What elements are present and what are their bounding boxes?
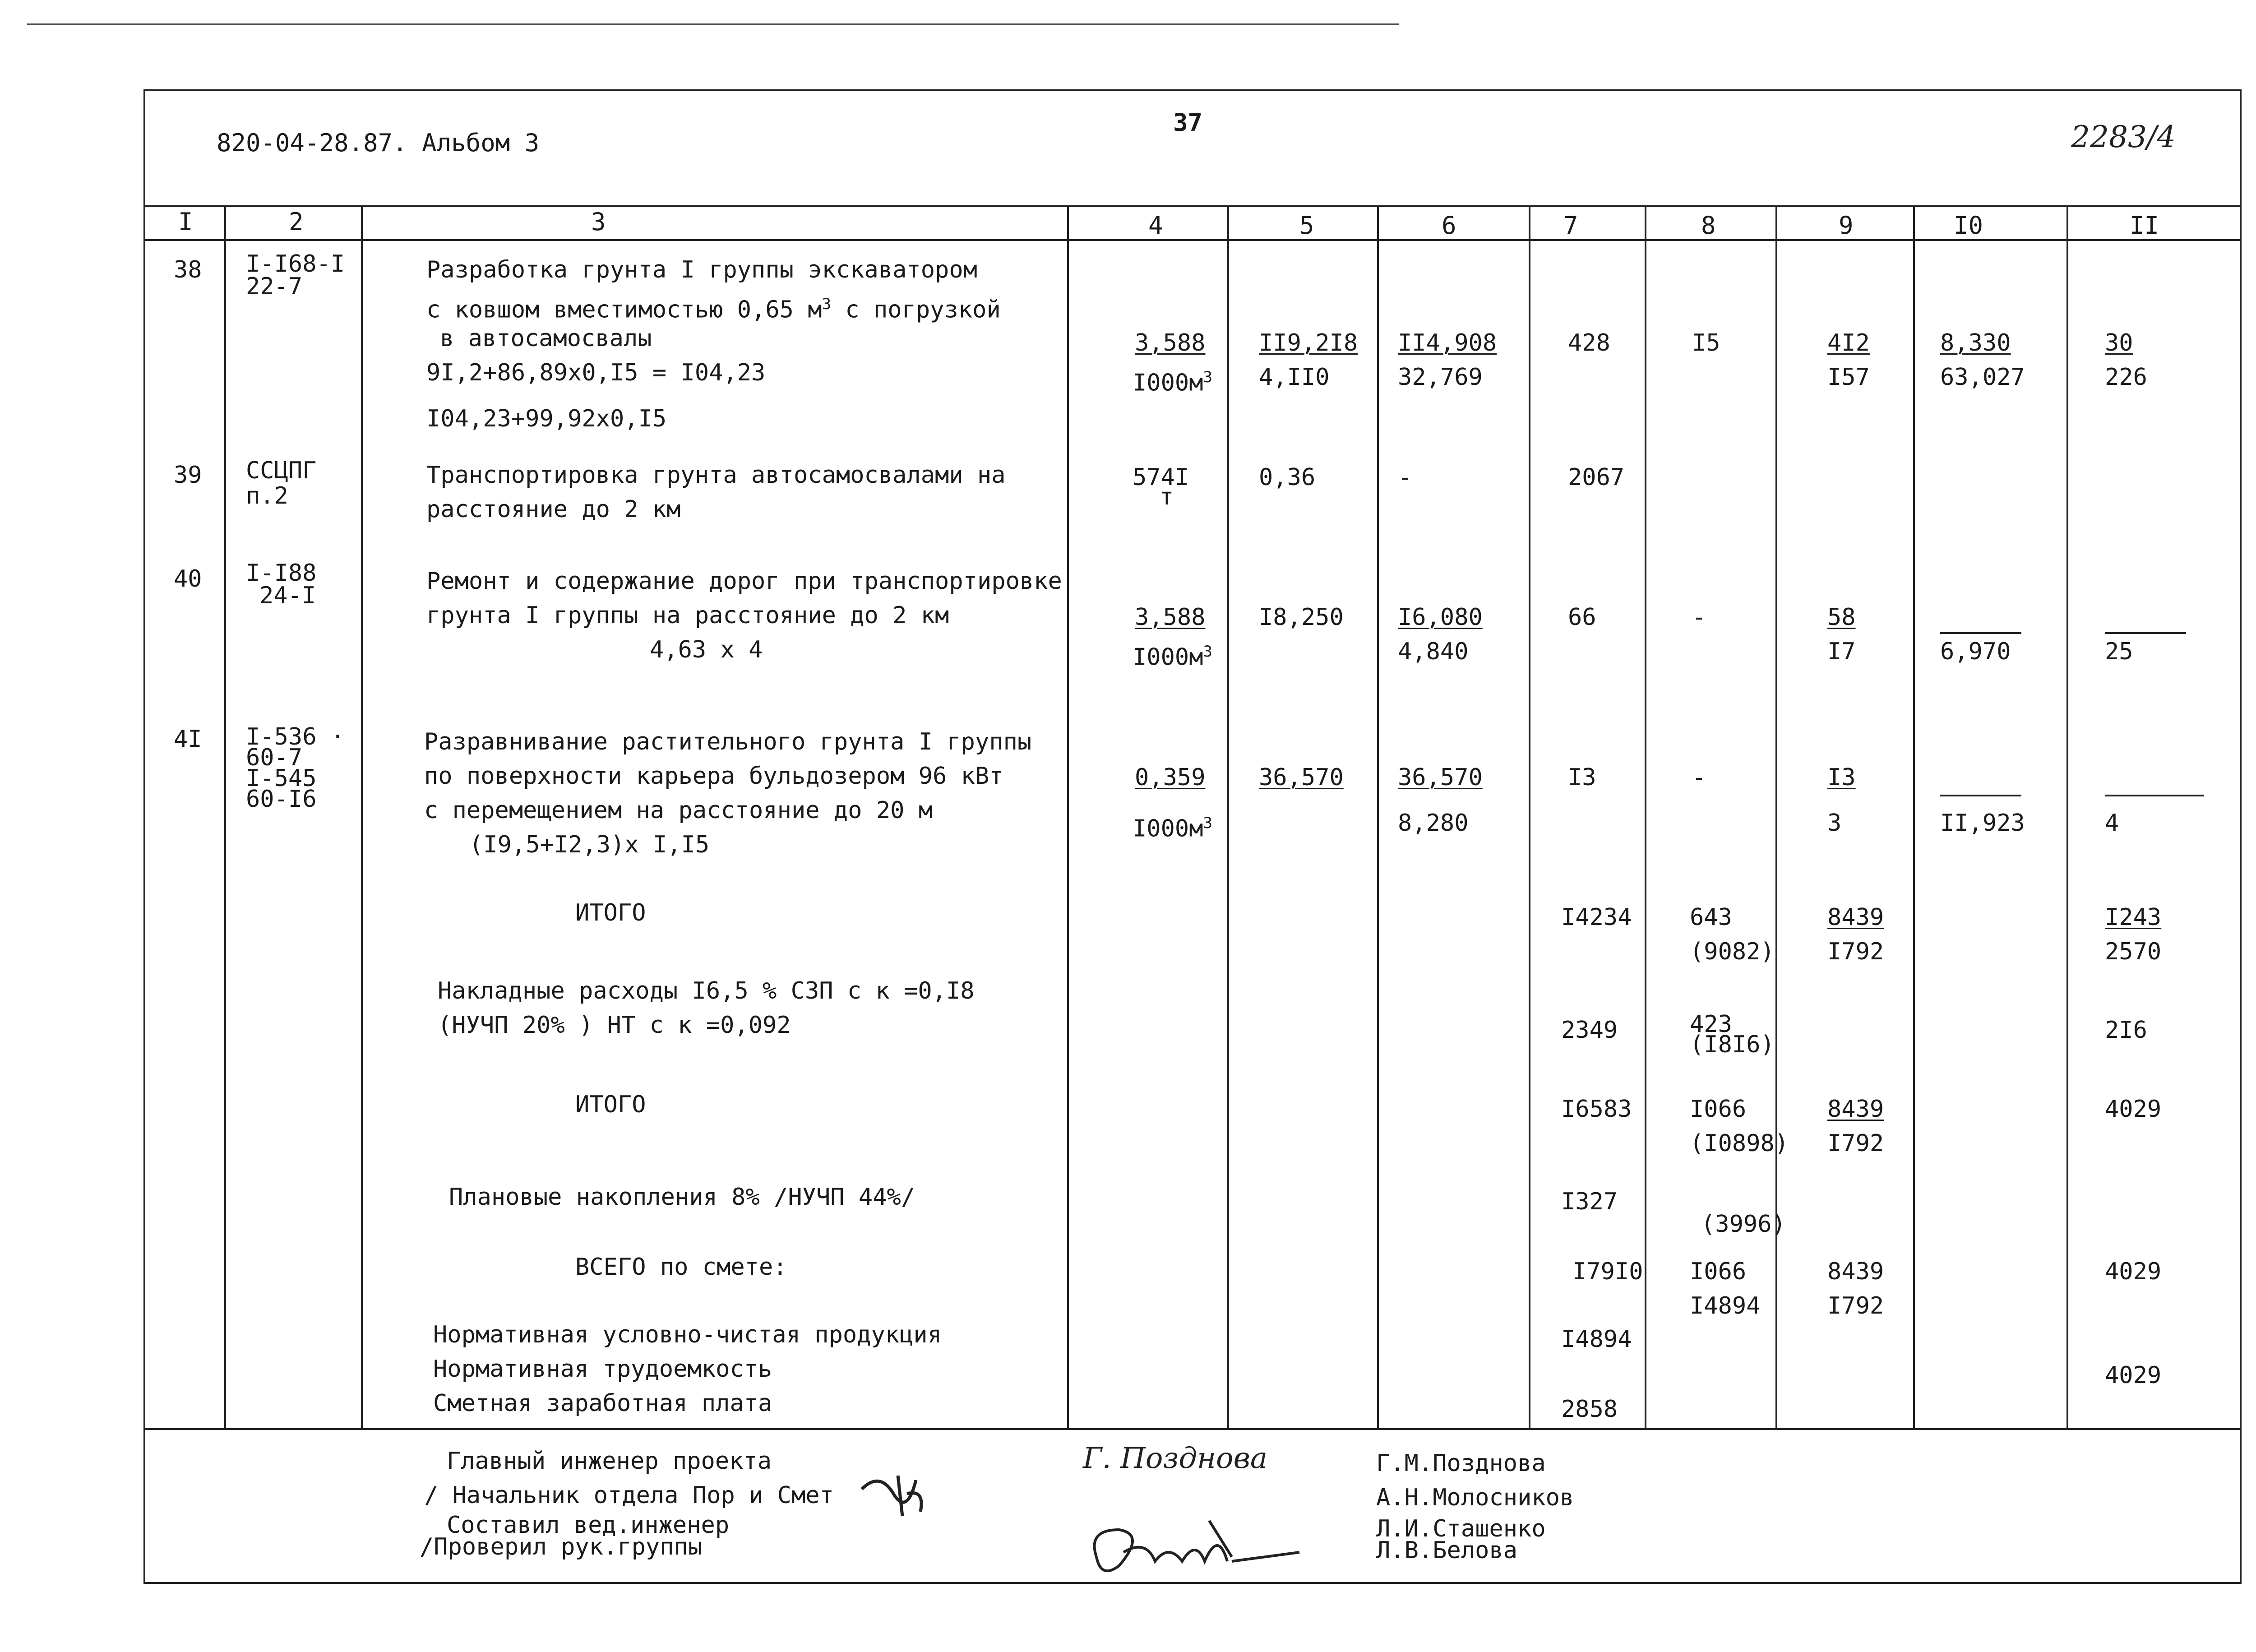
col-line-5 — [1377, 205, 1379, 1429]
colhead-line — [143, 239, 2242, 241]
col-line-7 — [1645, 205, 1646, 1429]
c9-value: 3 — [1827, 810, 1842, 837]
wage-c7: 2858 — [1561, 1396, 1618, 1423]
norm-code: ССЦПГ — [246, 457, 317, 484]
c10-value: 8,330 — [1940, 329, 2011, 356]
top-rule — [27, 23, 1399, 25]
itogo-c8: (9082) — [1690, 938, 1775, 965]
norm-code: I-I68-I — [246, 250, 345, 278]
c6-value: - — [1398, 464, 1412, 491]
c6-value: 36,570 — [1398, 764, 1483, 791]
vsego-c9: 8439 — [1827, 1258, 1884, 1285]
itogo-c9: I792 — [1827, 1130, 1884, 1157]
vsego-c9: I792 — [1827, 1292, 1884, 1319]
col-header: 9 — [1839, 211, 1854, 240]
overhead-c8: 423 — [1690, 1011, 1732, 1038]
role-compiled-by: Составил вед.инженер — [447, 1512, 730, 1539]
col-line-4 — [1227, 205, 1229, 1429]
itogo-c7: I6583 — [1561, 1096, 1632, 1123]
sheet-ref: 2283/4 — [2071, 120, 2176, 154]
col-header: 5 — [1299, 211, 1314, 240]
c4-unit: т — [1160, 483, 1174, 510]
col-line-3 — [1067, 205, 1069, 1429]
c4-unit: $I000м^3$ — [1133, 643, 1213, 671]
role-department-head: / Начальник отдела Пор и Смет — [424, 1482, 834, 1509]
col-header: 8 — [1701, 211, 1716, 240]
col-header: 3 — [591, 208, 606, 236]
norm-product-c7: I4894 — [1561, 1326, 1632, 1353]
col-line-2 — [361, 205, 363, 1429]
description: с перемещением на расстояние до 20 м — [424, 797, 933, 824]
c8-value: I5 — [1692, 329, 1720, 356]
overhead-label: (НУЧП 20% ) НТ с к =0,092 — [438, 1012, 791, 1039]
c4-value: 3,588 — [1135, 329, 1206, 356]
footer-line — [143, 1428, 2242, 1430]
itogo-label: ИТОГО — [575, 1091, 646, 1118]
norm-code: 60-I6 — [246, 786, 317, 813]
planned-c7: I327 — [1561, 1188, 1618, 1215]
norm-product-label: Нормативная условно-чистая продукция — [433, 1321, 942, 1348]
itogo-c9: I792 — [1827, 938, 1884, 965]
c11-value: 25 — [2105, 638, 2133, 665]
c11-value: 226 — [2105, 364, 2147, 391]
role-checked-by: /Проверил рук.группы — [420, 1533, 703, 1560]
norm-code: 24-I — [259, 582, 316, 609]
c4-unit: $I000м^3$ — [1133, 368, 1213, 397]
col-header: 4 — [1148, 211, 1163, 240]
c10-value: 6,970 — [1940, 638, 2011, 665]
overhead-c7: 2349 — [1561, 1017, 1618, 1044]
c11-dash — [2105, 790, 2204, 798]
row-number: 38 — [174, 256, 202, 283]
c4-value: 0,359 — [1135, 764, 1206, 791]
c6-value: I6,080 — [1398, 604, 1483, 631]
description: по поверхности карьера бульдозером 96 кВт — [424, 763, 1003, 790]
col-line-1 — [224, 205, 226, 1429]
signature-scribble — [853, 1462, 961, 1534]
c9-value: I3 — [1827, 764, 1856, 791]
col-header: I — [178, 208, 193, 236]
c10-dash — [1940, 790, 2021, 798]
c7-value: 2067 — [1568, 464, 1625, 491]
description: в автосамосвалы — [440, 325, 652, 352]
c9-value: 58 — [1827, 604, 1856, 631]
c4-unit: $I000м^3$ — [1133, 814, 1213, 842]
norm-labor-c11: 4029 — [2105, 1362, 2162, 1389]
c4-value: 3,588 — [1135, 604, 1206, 631]
col-header: I0 — [1954, 211, 1983, 240]
description: Ремонт и содержание дорог при транспортировке — [426, 568, 1062, 595]
overhead-label: Накладные расходы I6,5 % СЗП с к =0,I8 — [438, 977, 975, 1004]
itogo-label: ИТОГО — [575, 899, 646, 926]
col-line-8 — [1775, 205, 1777, 1429]
itogo-c11: 4029 — [2105, 1096, 2162, 1123]
c9-value: I57 — [1827, 364, 1870, 391]
doc-code: 820-04-28.87. Альбом 3 — [217, 129, 540, 157]
norm-code: I-I88 — [246, 560, 317, 587]
c6-value: 4,840 — [1398, 638, 1469, 665]
c4-value: 574I — [1133, 464, 1189, 491]
c7-value: 66 — [1568, 604, 1596, 631]
overhead-c8: (I8I6) — [1690, 1031, 1775, 1058]
col-line-10 — [2066, 205, 2068, 1429]
page-number: 37 — [1173, 108, 1203, 137]
col-header: 2 — [289, 208, 304, 236]
description: (I9,5+I2,3)x I,I5 — [469, 831, 710, 858]
c5-value: 0,36 — [1259, 464, 1316, 491]
itogo-c8: I066 — [1690, 1096, 1747, 1123]
vsego-c7: I79I0 — [1572, 1258, 1643, 1285]
c9-value: I7 — [1827, 638, 1856, 665]
name-belova: Л.В.Белова — [1376, 1537, 1518, 1564]
name-pozdnova: Г.М.Позднова — [1376, 1450, 1546, 1477]
c11-value: 4 — [2105, 810, 2119, 837]
name-molosnikov: А.Н.Молосников — [1376, 1484, 1574, 1511]
c7-value: I3 — [1568, 764, 1596, 791]
description: Транспортировка грунта автосамосвалами на — [426, 462, 1006, 489]
col-header: 6 — [1442, 211, 1456, 240]
c8-value: - — [1692, 764, 1706, 791]
itogo-c7: I4234 — [1561, 904, 1632, 931]
norm-code: I-536 · — [246, 723, 345, 750]
role-chief-engineer: Главный инженер проекта — [447, 1448, 772, 1475]
row-number: 39 — [174, 462, 202, 489]
row-number: 4I — [174, 726, 202, 753]
header-line — [143, 205, 2242, 207]
norm-code: I-545 — [246, 765, 317, 792]
c5-value: I8,250 — [1259, 604, 1344, 631]
vsego-c11: 4029 — [2105, 1258, 2162, 1285]
description: расстояние до 2 км — [426, 496, 681, 523]
description: I04,23+99,92x0,I5 — [426, 405, 667, 432]
c6-value: 8,280 — [1398, 810, 1469, 837]
c5-value: 4,II0 — [1259, 364, 1330, 391]
itogo-c8: 643 — [1690, 904, 1732, 931]
description: грунта I группы на расстояние до 2 км — [426, 602, 949, 629]
planned-c8: (3996) — [1701, 1211, 1786, 1238]
planned-label: Плановые накопления 8% /НУЧП 44%/ — [449, 1184, 915, 1211]
signature-scribble — [1083, 1503, 1318, 1593]
description: Разработка грунта I группы экскаватором — [426, 256, 977, 283]
itogo-c9: 8439 — [1827, 1096, 1884, 1123]
c5-value: II9,2I8 — [1259, 329, 1358, 356]
c8-value: - — [1692, 604, 1706, 631]
wage-label: Сметная заработная плата — [433, 1390, 772, 1417]
overhead-c11: 2I6 — [2105, 1017, 2147, 1044]
itogo-c8: (I0898) — [1690, 1130, 1789, 1157]
vsego-c8: I4894 — [1690, 1292, 1761, 1319]
description: 9I,2+86,89x0,I5 = I04,23 — [426, 359, 766, 386]
itogo-c11: 2570 — [2105, 938, 2162, 965]
name-stashenko: Л.И.Сташенко — [1376, 1515, 1546, 1542]
c7-value: 428 — [1568, 329, 1610, 356]
norm-code: п.2 — [246, 482, 288, 509]
norm-code: 60-7 — [246, 744, 303, 771]
description: Разравнивание растительного грунта I группы — [424, 728, 1032, 755]
norm-labor-label: Нормативная трудоемкость — [433, 1356, 772, 1383]
c10-value: II,923 — [1940, 810, 2025, 837]
col-header: II — [2130, 211, 2159, 240]
c6-value: II4,908 — [1398, 329, 1497, 356]
vsego-c8: I066 — [1690, 1258, 1747, 1285]
col-line-9 — [1913, 205, 1915, 1429]
itogo-c11: I243 — [2105, 904, 2162, 931]
c11-value: 30 — [2105, 329, 2133, 356]
c5-value: 36,570 — [1259, 764, 1344, 791]
norm-code: 22-7 — [246, 273, 303, 300]
row-number: 40 — [174, 565, 202, 592]
c6-value: 32,769 — [1398, 364, 1483, 391]
description: 4,63 х 4 — [650, 636, 763, 663]
handwritten-signature: Г. Позднова — [1083, 1442, 1267, 1475]
c9-value: 4I2 — [1827, 329, 1870, 356]
vsego-label: ВСЕГО по смете: — [575, 1254, 787, 1281]
itogo-c9: 8439 — [1827, 904, 1884, 931]
col-header: 7 — [1563, 211, 1578, 240]
c10-value: 63,027 — [1940, 364, 2025, 391]
description: с ковшом вместимостью 0,65 $м^3$ с погрузкой — [426, 295, 1001, 324]
col-line-6 — [1529, 205, 1530, 1429]
